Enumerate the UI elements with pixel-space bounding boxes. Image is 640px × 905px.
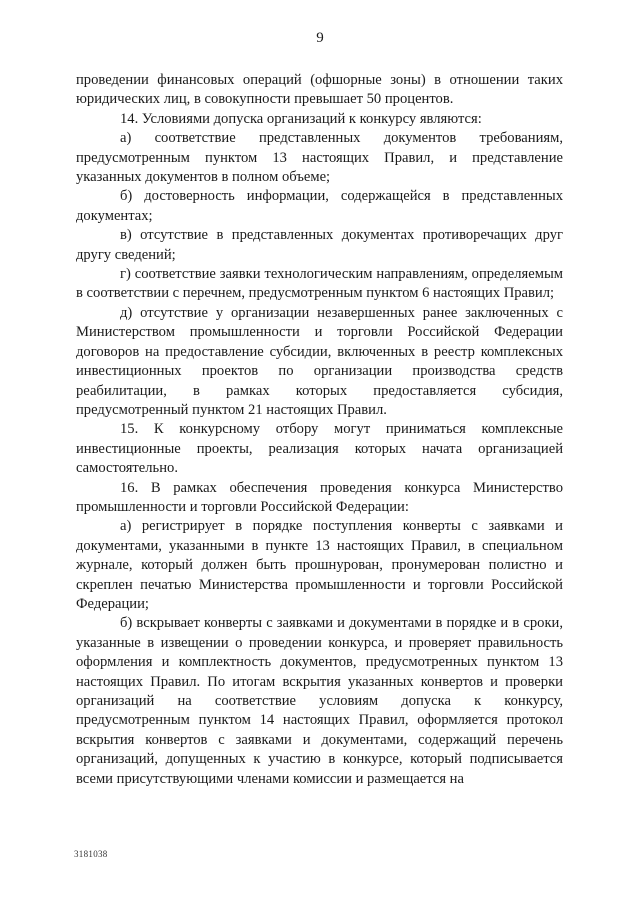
paragraph-14-d: д) отсутствие у организации незавершенных ранее заключенных с Министерством промышленности и торговли Российской Федерации договоров на предоставление субсидии, включенных в реестр комплексных инвестиционных проектов по организации производства средств реабилитации, в рамках которых предоставляется субсидия, предусмотренный пунктом 21 настоящих Правил. (76, 304, 563, 418)
paragraph-16-a: а) регистрирует в порядке поступления конверты с заявками и документами, указанными в пункте 13 настоящих Правил, в специальном журнале, который должен быть прошнурован, пронумерован полистно и скреплен печатью Министерства промышленности и торговли Российской Федерации; (76, 518, 563, 612)
paragraph-14-a: а) соответствие представленных документов требованиям, предусмотренным пунктом 13 настоящих Правил, и представление указанных документов в полном объеме; (76, 130, 563, 186)
document-body (76, 71, 563, 789)
paragraph-16-heading: 16. В рамках обеспечения проведения конкурса Министерство промышленности и торговли Российской Федерации: (76, 479, 563, 515)
paragraph-14-v: в) отсутствие в представленных документах противоречащих друг другу сведений; (76, 227, 563, 263)
document-code: 3181038 (74, 849, 108, 859)
page-number: 9 (316, 30, 324, 46)
paragraph-14-g: г) соответствие заявки технологическим направлениям, определяемым в соответствии с перечнем, предусмотренным пунктом 6 настоящих Правил; (76, 266, 563, 302)
paragraph-15: 15. К конкурсному отбору могут приниматься комплексные инвестиционные проекты, реализация которых начата организацией самостоятельно. (76, 421, 563, 477)
paragraph-offshore-continuation: проведении финансовых операций (офшорные зоны) в отношении таких юридических лиц, в совокупности превышает 50 процентов. (76, 72, 563, 108)
paragraph-14-b: б) достоверность информации, содержащейся в представленных документах; (76, 188, 563, 224)
paragraph-14-heading: 14. Условиями допуска организаций к конкурсу являются: (120, 110, 482, 127)
paragraph-16-b: б) вскрывает конверты с заявками и документами в порядке и в сроки, указанные в извещении о проведении конкурса, и проверяет правильность оформления и комплектность документов, предусмотренных пунктом 13 настоящих Правил. По итогам вскрытия указанных конвертов и проверки организаций на соответствие условиям допуска к конкурсу, предусмотренным пунктом 14 настоящих Правил, оформляется протокол вскрытия конвертов с заявками и документами, содержащий перечень организаций, допущенных к участию в конкурсе, который подписывается всеми присутствующими членами комиссии и размещается на (76, 615, 563, 787)
